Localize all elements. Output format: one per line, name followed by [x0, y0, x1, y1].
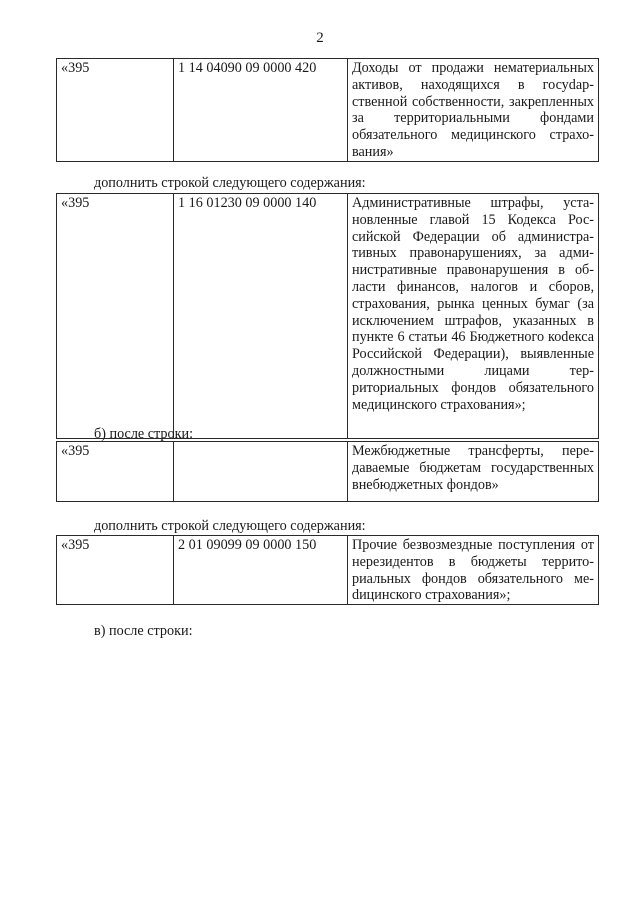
table-row — [57, 59, 599, 162]
table-row — [57, 536, 599, 605]
instruction-paragraph: в) после строки: — [94, 623, 193, 639]
instruction-paragraph: дополнить строкой следующего содержания: — [94, 518, 366, 534]
kbk-code-cell: 2 01 09099 09 0000 150 — [174, 536, 348, 605]
description-cell: Межбюджетные трансферты, передаваемые бюджетам государственных внебюджетных фондов» — [348, 442, 599, 502]
budget-row-table — [56, 193, 599, 439]
admin-code-cell: «395 — [57, 59, 174, 162]
instruction-paragraph: дополнить строкой следующего содержания: — [94, 175, 366, 191]
budget-row-table — [56, 535, 599, 605]
budget-row-table — [56, 441, 599, 502]
kbk-code-cell — [174, 442, 348, 502]
kbk-code-cell: 1 14 04090 09 0000 420 — [174, 59, 348, 162]
table-row — [57, 194, 599, 439]
instruction-paragraph: б) после строки: — [94, 426, 194, 442]
page-number: 2 — [316, 30, 324, 46]
table-row — [57, 442, 599, 502]
description-cell: Доходы от продажи нематериальных активов, находящихся в госуdарственной собственности, закрепленных за территориальными фондами обязательного медицинского страхования» — [348, 59, 599, 162]
admin-code-cell: «395 — [57, 442, 174, 502]
admin-code-cell: «395 — [57, 536, 174, 605]
description-cell: Административные штрафы, установленные главой 15 Кодекса Российской Федерации об административных правонарушениях, за административные правонарушения в области финансов, налогов и сборов, страхования, рынка ценных бумаг (за исключением штрафов, указанных в пункте 6 статьи 46 Бюджетного коdекса Российской Федерации), выявленные должностными лицами территориальных фондов обязательного медицинского страхования»; — [348, 194, 599, 439]
kbk-code-cell: 1 16 01230 09 0000 140 — [174, 194, 348, 439]
admin-code-cell: «395 — [57, 194, 174, 439]
description-cell: Прочие безвозмездные поступления от нерезидентов в бюджеты территориальных фондов обязательного меdицинского страхования»; — [348, 536, 599, 605]
budget-row-table — [56, 58, 599, 162]
